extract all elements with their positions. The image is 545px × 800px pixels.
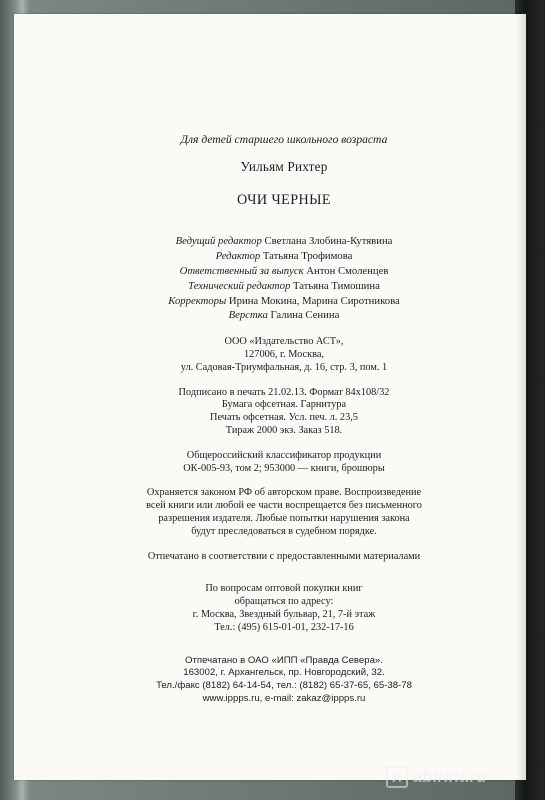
staff-name: Светлана Злобина-Кутявина <box>264 235 393 248</box>
wholesale-contact <box>106 583 462 634</box>
copyright-line: Охраняется законом РФ об авторском праве. Воспроизведение <box>146 487 422 499</box>
product-classifier <box>106 450 462 476</box>
print-specs <box>106 387 462 438</box>
print-spec-line: Подписано в печать 21.02.13. Формат 84х108/32 <box>178 386 390 398</box>
book-title: ОЧИ ЧЕРНЫЕ <box>237 191 331 208</box>
staff-row <box>106 308 462 323</box>
publisher-line: 127006, г. Москва, <box>244 348 324 360</box>
author-name: Уильям Рихтер <box>240 158 328 174</box>
printer-line: 163002, г. Архангельск, пр. Новгородский, 32. <box>183 667 385 679</box>
print-spec-line: Тираж 2000 экз. Заказ 518. <box>225 424 343 436</box>
printer-line: Отпечатано в ОАО «ИПП «Правда Севера». <box>185 654 383 666</box>
printer-line: www.ippps.ru, e-mail: zakaz@ippps.ru <box>202 692 366 704</box>
imprint-content <box>106 134 462 706</box>
printer-line: Тел./факс (8182) 64-14-54, тел.: (8182) 65-37-65, 65-38-78 <box>156 680 412 692</box>
staff-role: Редактор <box>215 250 261 263</box>
staff-role: Корректоры <box>168 294 227 307</box>
copyright-notice <box>106 487 462 538</box>
staff-name: Галина Сенина <box>270 309 340 322</box>
wholesale-line: Тел.: (495) 615-01-01, 232-17-16 <box>214 621 354 633</box>
page-fold-shadow <box>516 14 526 780</box>
wholesale-line: По вопросам оптовой покупки книг <box>205 583 363 595</box>
wholesale-line: обращаться по адресу: <box>234 596 334 608</box>
wholesale-line: г. Москва, Звездный бульвар, 21, 7-й этаж <box>192 608 376 620</box>
publisher-line: ООО «Издательство АСТ», <box>224 336 344 348</box>
copyright-line: всей книги или любой ее части воспрещается без письменного <box>146 500 422 512</box>
publisher-line: ул. Садовая-Триумфальная, д. 16, стр. 3, пом. 1 <box>180 361 388 373</box>
staff-role: Верстка <box>228 309 268 322</box>
staff-row <box>106 279 462 294</box>
print-spec-line: Печать офсетная. Усл. печ. л. 23,5 <box>210 412 358 424</box>
staff-row <box>106 249 462 264</box>
staff-row <box>106 294 462 309</box>
staff-name: Татьяна Тимошина <box>293 279 380 292</box>
staff-row <box>106 264 462 279</box>
printing-house <box>106 655 462 706</box>
labirint-logo-icon: Л <box>386 766 408 788</box>
book-page <box>14 14 526 780</box>
staff-role: Ответственный за выпуск <box>179 264 304 277</box>
publisher-address <box>106 336 462 374</box>
staff-row <box>106 234 462 249</box>
watermark-text: abirint.ru <box>413 767 487 786</box>
staff-name: Ирина Мокина, Марина Сиротникова <box>228 294 400 307</box>
staff-role: Технический редактор <box>188 279 291 292</box>
staff-role: Ведущий редактор <box>175 235 262 248</box>
staff-name: Татьяна Трофимова <box>262 250 353 263</box>
copyright-line: будут преследоваться в судебном порядке. <box>191 525 377 537</box>
printed-note: Отпечатано в соответствии с предоставленными материалами <box>147 550 421 562</box>
staff-credits <box>106 234 462 323</box>
copyright-line: разрешения издателя. Любые попытки нарушения закона <box>158 512 410 524</box>
classifier-line: ОК-005-93, том 2; 953000 — книги, брошюры <box>183 462 385 474</box>
print-spec-line: Бумага офсетная. Гарнитура <box>221 399 347 411</box>
staff-name: Антон Смоленцев <box>306 264 389 277</box>
labirint-watermark <box>386 764 534 790</box>
age-line: Для детей старшего школьного возраста <box>180 133 388 146</box>
classifier-line: Общероссийский классификатор продукции <box>186 449 382 461</box>
